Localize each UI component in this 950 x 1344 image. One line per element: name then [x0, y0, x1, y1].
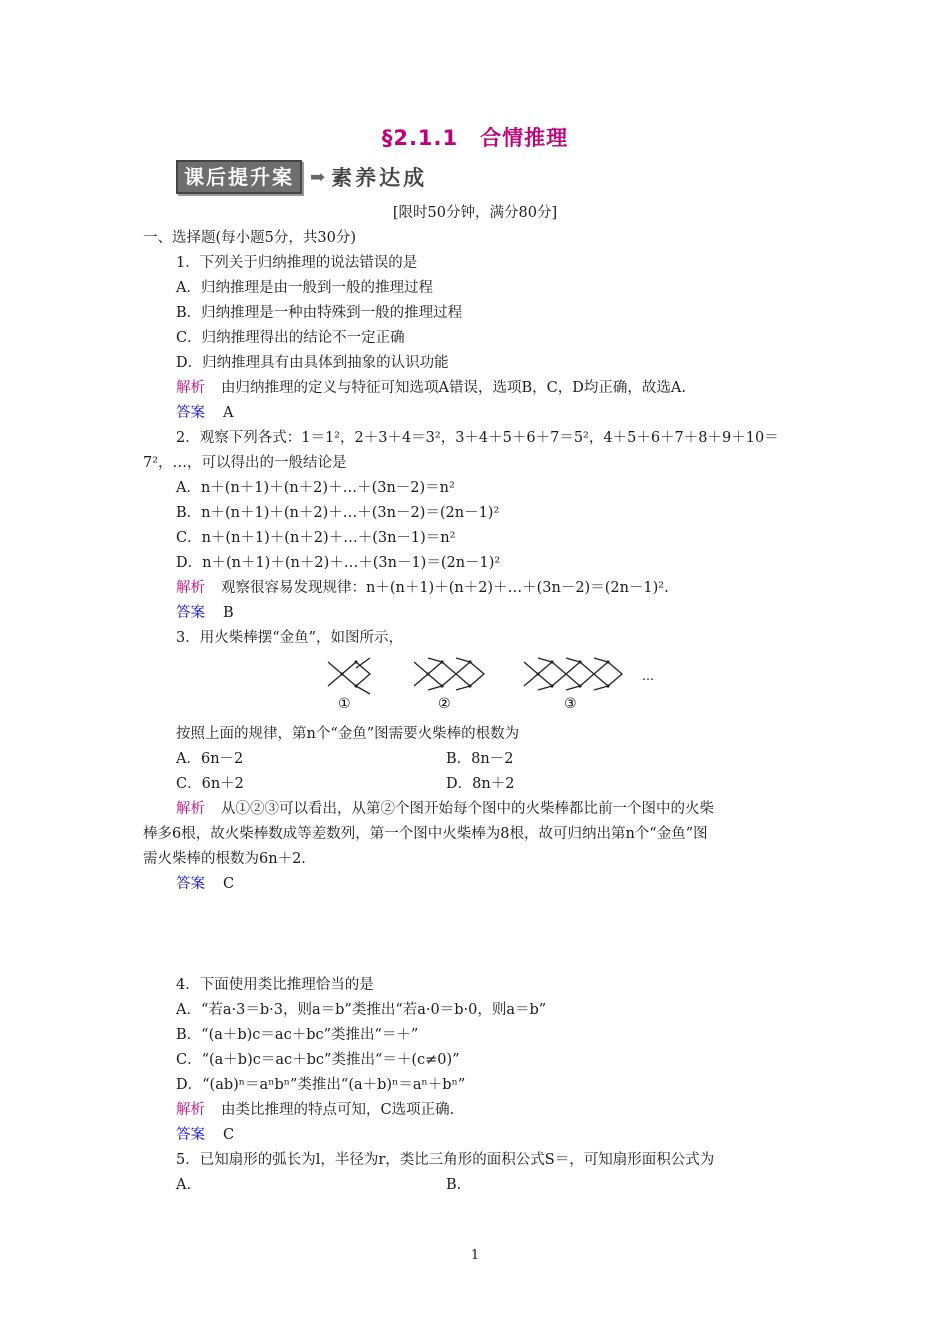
q1-stem: 1．下列关于归纳推理的说法错误的是: [176, 255, 418, 271]
goldfish-figure-1: [328, 658, 370, 694]
q3-analysis-line3: 需火柴棒的根数为6n＋2.: [143, 851, 306, 867]
q2-option-b: B．n＋(n＋1)＋(n＋2)＋…＋(3n－2)＝(2n－1)²: [176, 505, 500, 521]
section-banner: [176, 160, 427, 194]
q3-analysis: [176, 799, 714, 819]
q4-answer: [176, 1125, 234, 1145]
section-heading: 一、选择题(每小题5分，共30分): [143, 230, 356, 246]
q5-options-row: [176, 1175, 462, 1195]
page-title: §2.1.1 合情推理: [381, 126, 569, 150]
q3-answer: [176, 874, 234, 894]
figure-label-1: ①: [338, 696, 351, 710]
q3-option-b: B．8n－2: [446, 751, 514, 767]
q3-option-a: A．6n－2: [176, 751, 244, 767]
q4-stem: 4．下面使用类比推理恰当的是: [176, 977, 374, 993]
q3-options-row1: [176, 749, 514, 769]
arrow-right-icon: ➡: [310, 166, 326, 188]
matchstick-figure: [320, 654, 670, 710]
answer-label: 答案: [176, 1127, 205, 1143]
q3-analysis-line2: 棒多6根，故火柴棒数成等差数列，第一个图中火柴棒为8根，故可归纳出第n个“金鱼”图: [143, 826, 708, 842]
analysis-label: 解析: [176, 380, 205, 396]
q4-option-b: B．“(a＋b)c＝ac＋bc”类推出“＝＋”: [176, 1027, 419, 1043]
q2-stem-line2: 7²，…，可以得出的一般结论是: [143, 455, 347, 471]
q4-option-d: D．“(ab)ⁿ＝aⁿbⁿ”类推出“(a＋b)ⁿ＝aⁿ＋bⁿ”: [176, 1077, 466, 1093]
q1-answer-value: A: [223, 405, 234, 421]
q5-option-b: B.: [446, 1177, 462, 1193]
q1-option-c: C．归纳推理得出的结论不一定正确: [176, 330, 405, 346]
time-limit: [限时50分钟，满分80分]: [392, 205, 558, 221]
figure-ellipsis: …: [642, 669, 654, 683]
goldfish-figure-2: [414, 658, 484, 690]
q3-option-c: C．6n＋2: [176, 776, 244, 792]
q3-options-row2: [176, 774, 515, 794]
q2-option-c: C．n＋(n＋1)＋(n＋2)＋…＋(3n－1)＝n²: [176, 530, 456, 546]
q4-answer-value: C: [223, 1127, 235, 1143]
q1-analysis: [176, 378, 686, 398]
q3-stem-2: 按照上面的规律，第n个“金鱼”图需要火柴棒的根数为: [176, 726, 520, 742]
q3-answer-value: C: [223, 876, 235, 892]
q3-analysis-line1: 从①②③可以看出，从第②个图开始每个图中的火柴棒都比前一个图中的火柴: [221, 801, 714, 817]
q2-option-a: A．n＋(n＋1)＋(n＋2)＋…＋(3n－2)＝n²: [176, 480, 455, 496]
q2-analysis-text: 观察很容易发现规律：n＋(n＋1)＋(n＋2)＋…＋(3n－2)＝(2n－1)².: [221, 580, 669, 596]
q1-option-b: B．归纳推理是一种由特殊到一般的推理过程: [176, 305, 463, 321]
figure-label-3: ③: [564, 696, 577, 710]
q2-answer-value: B: [223, 605, 234, 621]
q1-answer: [176, 403, 233, 423]
q2-stem-line1: 2．观察下列各式：1＝1²，2＋3＋4＝3²，3＋4＋5＋6＋7＝5²，4＋5＋6＋7＋8＋9＋10＝: [176, 430, 779, 446]
q2-analysis: [176, 578, 669, 598]
q2-answer: [176, 603, 234, 623]
answer-label: 答案: [176, 405, 205, 421]
q3-stem: 3．用火柴棒摆“金鱼”，如图所示，: [176, 630, 404, 646]
analysis-label: 解析: [176, 801, 205, 817]
q3-option-d: D．8n＋2: [446, 776, 515, 792]
figure-label-2: ②: [438, 696, 451, 710]
analysis-label: 解析: [176, 580, 205, 596]
analysis-label: 解析: [176, 1102, 205, 1118]
q1-analysis-text: 由归纳推理的定义与特征可知选项A错误，选项B，C，D均正确，故选A.: [221, 380, 686, 396]
answer-label: 答案: [176, 605, 205, 621]
banner-left-text: 课后提升案: [176, 160, 302, 194]
q5-option-a: A.: [176, 1177, 192, 1193]
q4-analysis: [176, 1100, 454, 1120]
q1-option-a: A．归纳推理是由一般到一般的推理过程: [176, 280, 433, 296]
q4-option-a: A．“若a·3＝b·3，则a＝b”类推出“若a·0＝b·0，则a＝b”: [176, 1002, 547, 1018]
q4-option-c: C．“(a＋b)c＝ac＋bc”类推出“＝＋(c≠0)”: [176, 1052, 460, 1068]
page-number: 1: [470, 1248, 480, 1263]
q2-option-d: D．n＋(n＋1)＋(n＋2)＋…＋(3n－1)＝(2n－1)²: [176, 555, 501, 571]
q5-stem: 5．已知扇形的弧长为l，半径为r，类比三角形的面积公式S＝，可知扇形面积公式为: [176, 1152, 715, 1168]
q1-option-d: D．归纳推理具有由具体到抽象的认识功能: [176, 355, 449, 371]
banner-right-text: 素养达成: [331, 166, 428, 190]
answer-label: 答案: [176, 876, 205, 892]
q4-analysis-text: 由类比推理的特点可知，C选项正确.: [221, 1102, 455, 1118]
